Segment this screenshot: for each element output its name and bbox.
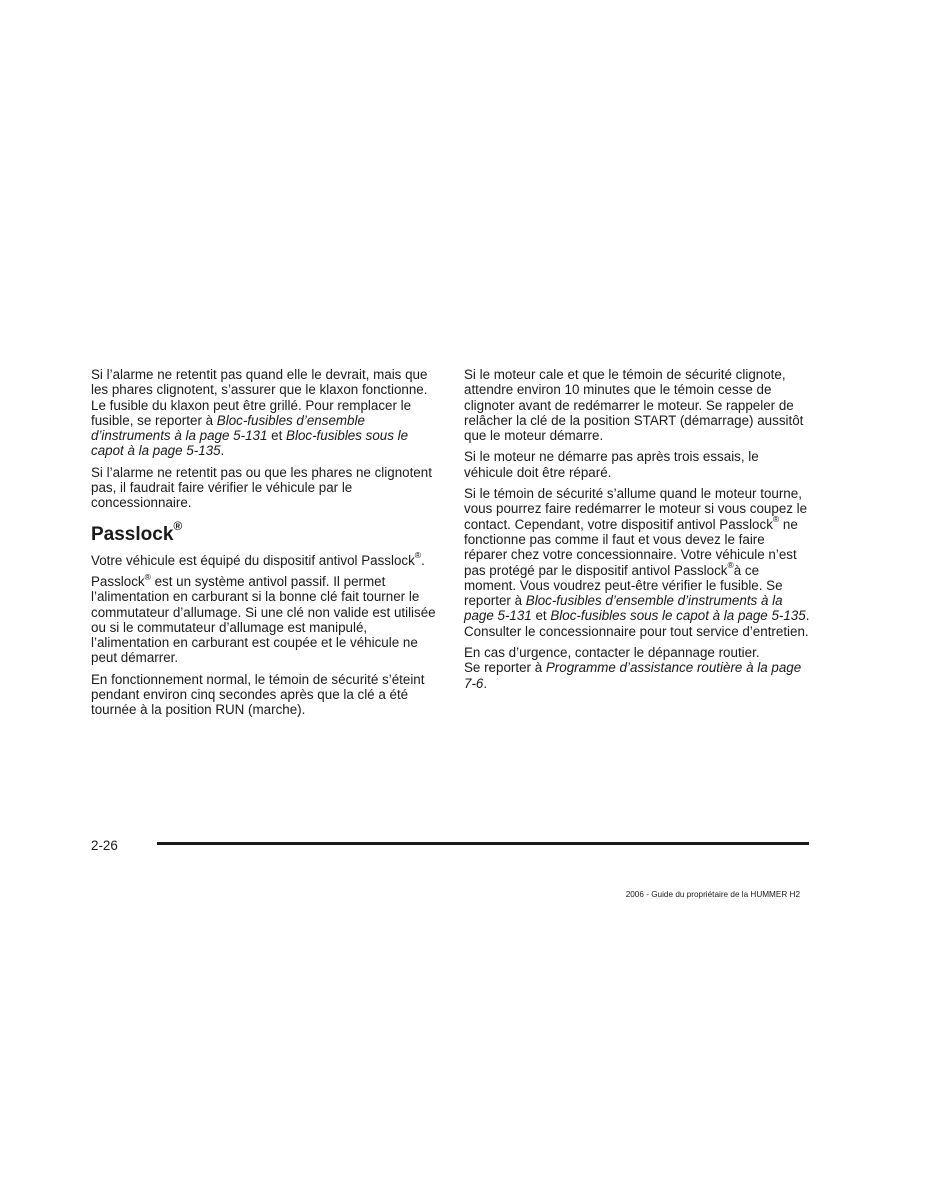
- emergency-paragraph: [464, 645, 810, 691]
- text: Votre véhicule est équipé du dispositif antivol Passlock: [91, 552, 415, 568]
- footer-caption: 2006 - Guide du propriétaire de la HUMMER H2: [625, 890, 800, 899]
- alarm-dealer-paragraph: Si l’alarme ne retentit pas ou que les phares ne clignotent pas, il faudrait faire vérifier le véhicule par le concessionnaire.: [91, 464, 432, 511]
- section-heading: [91, 519, 439, 546]
- text: .: [220, 443, 225, 459]
- normal-operation-paragraph: En fonctionnement normal, le témoin de sécurité s’éteint pendant environ cinq secondes après que la clé a été tournée à la position RUN (marche).: [91, 671, 425, 718]
- security-light-paragraph: [464, 486, 810, 639]
- text: et: [531, 608, 551, 624]
- text: .: [483, 675, 488, 691]
- heading-text: Passlock: [91, 523, 174, 545]
- right-column: [464, 367, 810, 697]
- text: Passlock: [91, 573, 145, 589]
- text: et: [267, 428, 287, 444]
- alarm-paragraph: [91, 367, 439, 459]
- registered-mark: ®: [144, 571, 151, 582]
- passlock-intro-paragraph: [91, 550, 439, 568]
- text: ne fonctionne pas comme il faut et vous devez le faire réparer chez votre concessionnaire. Votre véhicule n’est pas protégé par le dispositif antivol Passlock: [464, 516, 798, 578]
- stall-paragraph: Si le moteur cale et que le témoin de sécurité clignote, attendre environ 10 minutes que le témoin cesse de clignoter avant de redémarrer le moteur. Se rappeler de relâcher la clé de la position START (démarrage) aussitôt que le moteur démarre.: [464, 367, 804, 444]
- text: est un système antivol passif. Il permet l’alimentation en carburant si la bonne clé fait tourner le commutateur d’allumage. Si une clé non valide est utilisée ou si le commutateur d’allumage est manipulé, l’alimentation en carburant est coupée et le véhicule ne peut démarrer.: [91, 573, 436, 666]
- registered-mark: ®: [772, 514, 780, 525]
- text: Si le témoin de sécurité s’allume quand le moteur tourne, vous pourrez faire redémarrer le moteur si vous coupez le contact. Cependant, votre dispositif antivol Passlock: [464, 486, 808, 532]
- page-number: 2-26: [91, 838, 118, 853]
- cross-reference-link[interactable]: Bloc-fusibles d’ensemble d’instruments à la page 5-131: [91, 412, 365, 444]
- text: En cas d’urgence, contacter le dépannage routier.: [464, 645, 760, 661]
- cross-reference-link[interactable]: Bloc-fusibles d’ensemble d’instruments à la page 5-131: [464, 593, 783, 624]
- cross-reference-link[interactable]: Bloc-fusibles sous le capot à la page 5-135: [550, 608, 806, 624]
- passlock-description-paragraph: [91, 571, 439, 666]
- text: à ce moment. Vous voudrez peut-être vérifier le fusible. Se reporter à: [464, 562, 783, 609]
- text: Si l’alarme ne retentit pas quand elle le devrait, mais que les phares clignotent, s’assurer que le klaxon fonctionne. Le fusible du klaxon peut être grillé. Pour remplacer le fusible, se reporter à: [91, 367, 428, 428]
- left-column: [91, 367, 439, 724]
- three-tries-paragraph: Si le moteur ne démarre pas après trois essais, le véhicule doit être réparé.: [464, 449, 759, 480]
- text: .: [421, 552, 425, 568]
- text: . Consulter le concessionnaire pour tout service d’entretien.: [464, 608, 810, 639]
- text: Se reporter à: [464, 660, 546, 676]
- footer-rule: [157, 842, 809, 845]
- cross-reference-link[interactable]: Programme d’assistance routière à la page 7-6: [464, 660, 802, 691]
- registered-mark: ®: [414, 550, 422, 561]
- cross-reference-link[interactable]: Bloc-fusibles sous le capot à la page 5-135: [91, 428, 409, 459]
- registered-mark: ®: [727, 560, 734, 571]
- registered-mark: ®: [173, 519, 183, 534]
